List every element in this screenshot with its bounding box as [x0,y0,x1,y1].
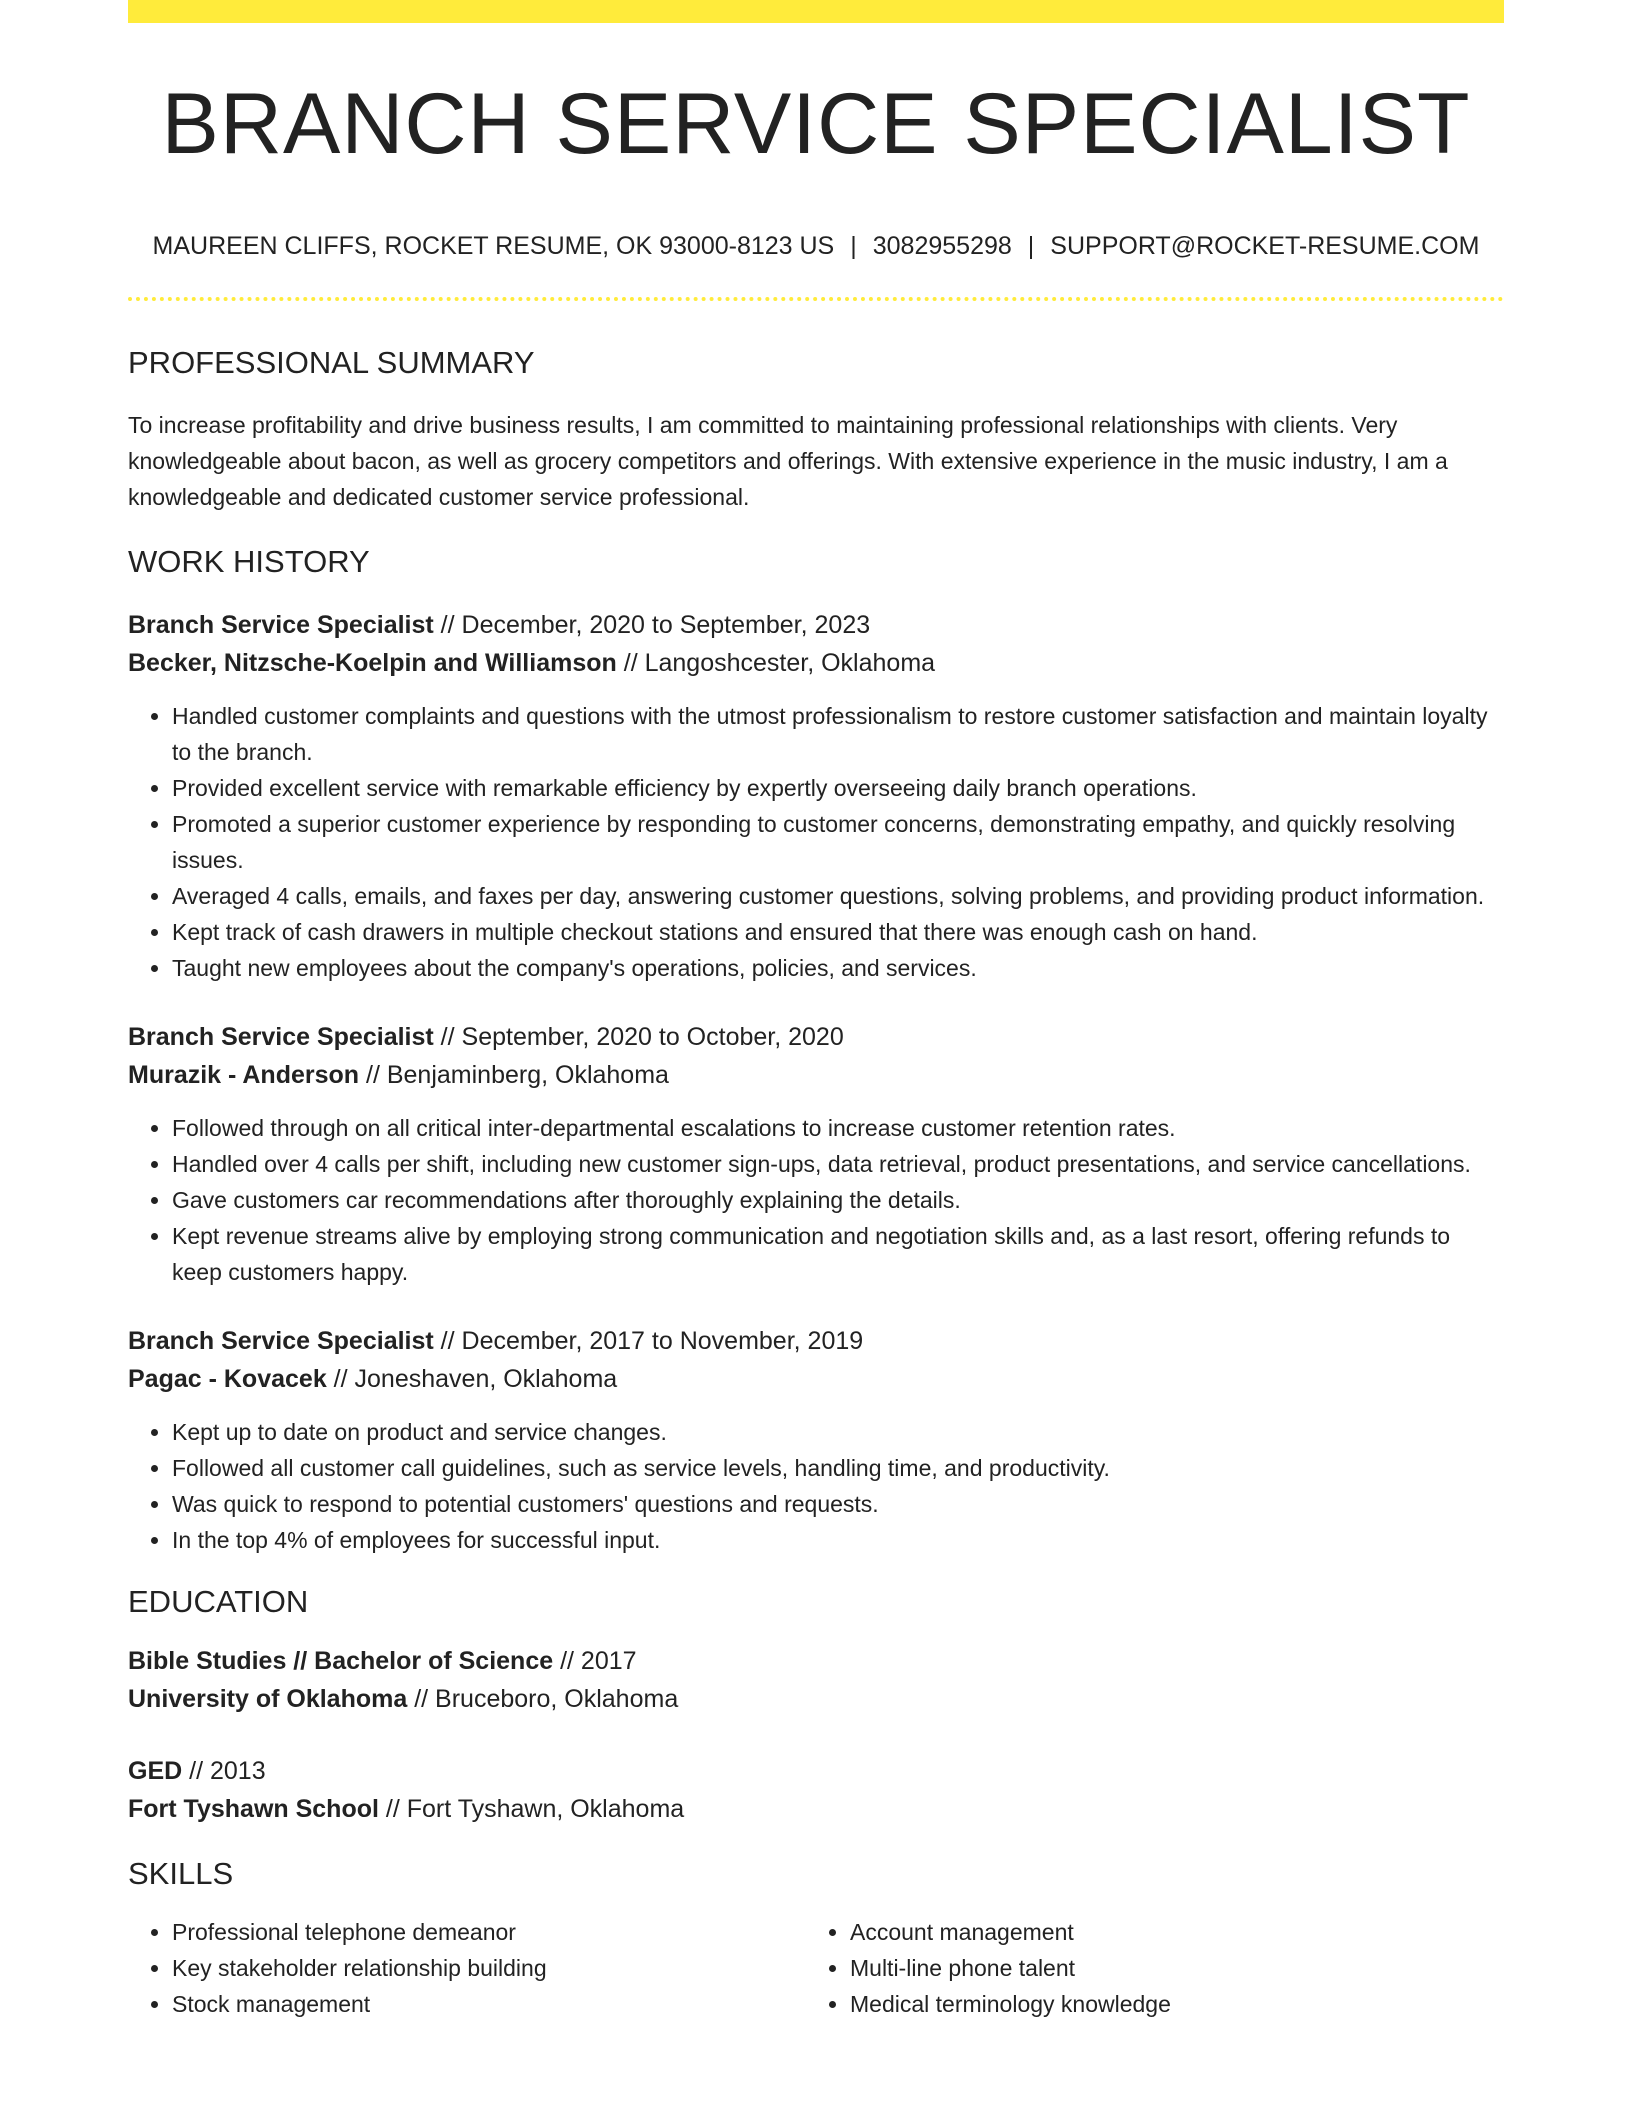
skills-column-right [806,1914,1484,2022]
contact-separator: | [850,232,857,260]
job-bullet-item: • Gave customers car recommendations after thoroughly explaining the details. [172,1182,1504,1218]
entry-line: GED // 2013 [128,1757,266,1785]
contact-email: SUPPORT@ROCKET-RESUME.COM [1050,232,1480,260]
education-year: 2013 [209,1757,266,1785]
job-bullet-item: • Kept revenue streams alive by employing strong communication and negotiation skills and, as a last resort, offering refunds to keep customers happy. [172,1218,1504,1290]
job-bullet-item: • Kept track of cash drawers in multiple checkout stations and ensured that there was enough cash on hand. [172,914,1504,950]
dotted-divider [128,297,1504,301]
entry-line: Pagac - Kovacek // Joneshaven, Oklahoma [128,1365,618,1393]
job-bullet-item: • Handled over 4 calls per shift, including new customer sign-ups, data retrieval, product presentations, and service cancellations. [172,1146,1504,1182]
job-location: Joneshaven, Oklahoma [354,1365,618,1393]
entry-line: Branch Service Specialist // September, 2020 to October, 2020 [128,1023,844,1051]
work-history-heading: WORK HISTORY [128,544,370,579]
job-bullet-item: • Averaged 4 calls, emails, and faxes per day, answering customer questions, solving problems, and providing product information. [172,878,1504,914]
skills-column-left [128,1914,806,2022]
contact-address: MAUREEN CLIFFS, ROCKET RESUME, OK 93000-8123 US [152,232,835,260]
job-entry [128,606,1504,986]
education-school: University of Oklahoma [128,1685,408,1713]
skill-item: • Medical terminology knowledge [850,1986,1484,2022]
education-entry [128,1642,1504,1718]
education-list [128,1642,1504,1828]
education-heading: EDUCATION [128,1584,309,1619]
job-company: Pagac - Kovacek [128,1365,327,1393]
contact-separator: | [1027,232,1035,260]
contact-line [128,232,1504,261]
job-bullets [128,1110,1504,1290]
summary-heading: PROFESSIONAL SUMMARY [128,345,535,380]
job-entry [128,1018,1504,1290]
resume-page [128,0,1504,2022]
contact-phone: 3082955298 [872,232,1012,260]
entry-line: Branch Service Specialist // December, 2020 to September, 2023 [128,611,871,639]
job-dates: December, 2020 to September, 2023 [461,611,871,639]
job-bullet-item: • Provided excellent service with remarkable efficiency by expertly overseeing daily branch operations. [172,770,1504,806]
skills-heading: SKILLS [128,1856,234,1891]
job-title: Branch Service Specialist [128,1327,434,1355]
skill-item: • Key stakeholder relationship building [172,1950,806,1986]
job-dates: December, 2017 to November, 2019 [461,1327,864,1355]
education-degree: GED [128,1757,183,1785]
job-company: Murazik - Anderson [128,1061,360,1089]
education-entry [128,1752,1504,1828]
job-bullet-item: • Followed through on all critical inter-departmental escalations to increase customer retention rates. [172,1110,1504,1146]
job-bullet-item: • Was quick to respond to potential customers' questions and requests. [172,1486,1504,1522]
entry-line: Fort Tyshawn School // Fort Tyshawn, Oklahoma [128,1795,685,1823]
education-degree: Bible Studies // Bachelor of Science [128,1647,554,1675]
entry-line: Branch Service Specialist // December, 2017 to November, 2019 [128,1327,864,1355]
job-company: Becker, Nitzsche-Koelpin and Williamson [128,649,617,677]
skill-item: • Account management [850,1914,1484,1950]
education-location: Bruceboro, Oklahoma [435,1685,679,1713]
job-location: Langoshcester, Oklahoma [644,649,936,677]
work-history-list [128,606,1504,1558]
skill-item: • Stock management [172,1986,806,2022]
job-bullet-item: • In the top 4% of employees for successful input. [172,1522,1504,1558]
entry-line: Bible Studies // Bachelor of Science // 2017 [128,1647,637,1675]
skill-item: • Professional telephone demeanor [172,1914,806,1950]
job-bullets [128,698,1504,986]
education-school: Fort Tyshawn School [128,1795,379,1823]
job-title: Branch Service Specialist [128,1023,434,1051]
education-year: 2017 [580,1647,637,1675]
job-bullet-item: • Promoted a superior customer experience by responding to customer concerns, demonstrating empathy, and quickly resolving issues. [172,806,1504,878]
job-bullet-item: • Handled customer complaints and questions with the utmost professionalism to restore customer satisfaction and maintain loyalty to the branch. [172,698,1504,770]
top-accent-bar [128,0,1504,23]
job-title: Branch Service Specialist [128,611,434,639]
job-bullet-item: • Kept up to date on product and service changes. [172,1414,1504,1450]
entry-line: University of Oklahoma // Bruceboro, Oklahoma [128,1685,679,1713]
skills-grid [128,1914,1504,2022]
job-bullet-item: • Taught new employees about the company's operations, policies, and services. [172,950,1504,986]
entry-line: Murazik - Anderson // Benjaminberg, Oklahoma [128,1061,669,1089]
job-entry [128,1322,1504,1558]
entry-line: Becker, Nitzsche-Koelpin and Williamson // Langoshcester, Oklahoma [128,649,936,677]
job-bullet-item: • Followed all customer call guidelines, such as service levels, handling time, and productivity. [172,1450,1504,1486]
skill-item: • Multi-line phone talent [850,1950,1484,1986]
job-location: Benjaminberg, Oklahoma [386,1061,669,1089]
resume-title: BRANCH SERVICE SPECIALIST [161,76,1471,172]
job-bullets [128,1414,1504,1558]
summary-text: To increase profitability and drive business results, I am committed to maintaining professional relationships with clients. Very knowledgeable about bacon, as well as grocery competitors and offerings. With extensive experience in the music industry, I am a knowledgeable and dedicated customer service professional. [128,412,1448,510]
education-location: Fort Tyshawn, Oklahoma [406,1795,685,1823]
job-dates: September, 2020 to October, 2020 [461,1023,844,1051]
